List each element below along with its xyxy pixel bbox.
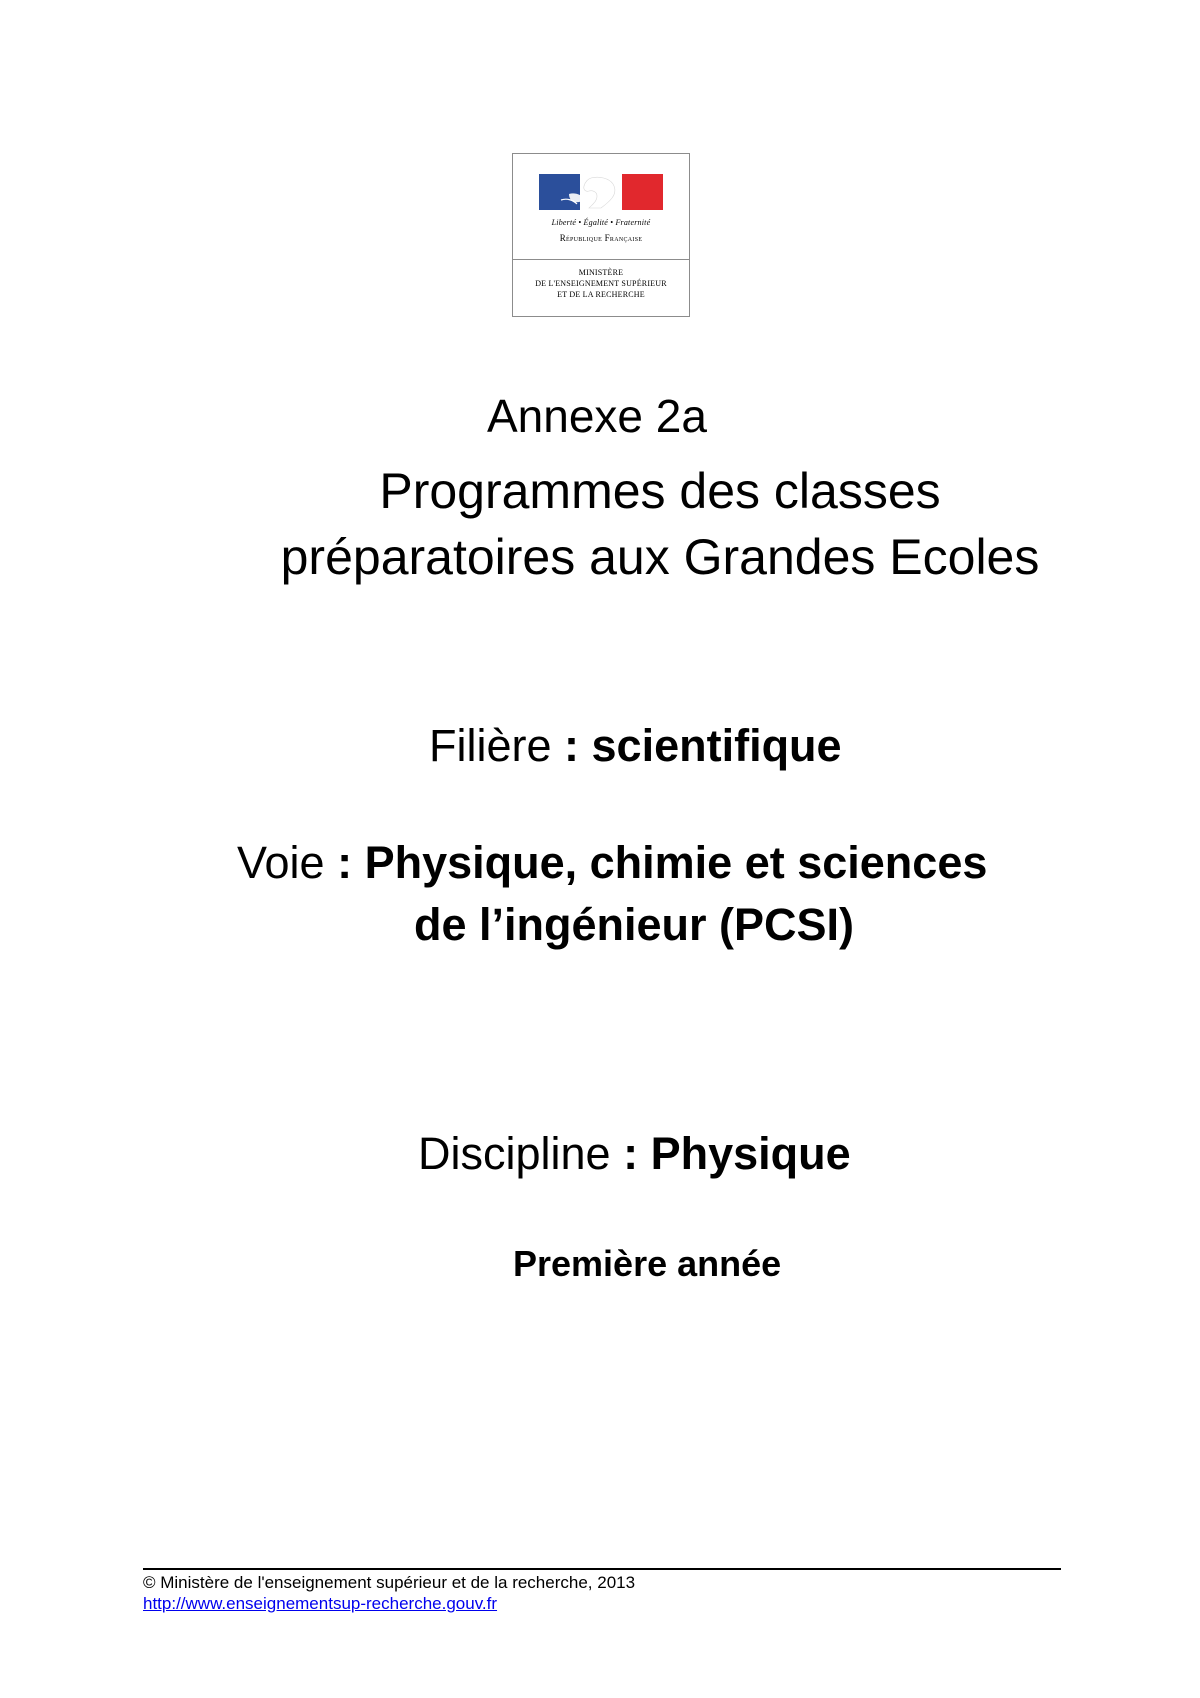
year-heading: Première année — [513, 1243, 782, 1284]
discipline-value: : Physique — [623, 1128, 851, 1179]
voie-value-continued: de l’ingénieur (PCSI) — [414, 899, 855, 950]
voie-value: : Physique, chimie et sciences — [337, 837, 988, 888]
logo-republic-name: République Française — [559, 233, 643, 243]
voie-label: Voie — [237, 837, 338, 888]
logo-ministry-line: DE L'ENSEIGNEMENT SUPÉRIEUR — [535, 279, 667, 288]
ministry-logo — [512, 153, 690, 317]
footer-rule — [143, 1568, 1061, 1570]
voie-line — [237, 835, 987, 891]
annex-title: Annexe 2a — [487, 390, 707, 442]
filiere-line — [429, 718, 842, 774]
footer-website-link[interactable]: http://www.enseignementsup-recherche.gouv.fr — [143, 1594, 498, 1613]
filiere-value: : scientifique — [564, 720, 842, 771]
programme-title-line: préparatoires aux Grandes Ecoles — [280, 529, 1040, 585]
logo-ministry-line: ET DE LA RECHERCHE — [557, 290, 645, 299]
programme-title — [180, 458, 1140, 590]
logo-divider — [513, 259, 689, 260]
discipline-line — [418, 1126, 851, 1182]
programme-title-line: Programmes des classes — [379, 463, 941, 519]
marianne-flag-icon — [539, 174, 663, 210]
logo-ministry-name — [513, 267, 689, 300]
logo-motto: Liberté • Égalité • Fraternité — [551, 218, 651, 227]
discipline-label: Discipline — [418, 1128, 624, 1179]
logo-ministry-line: MINISTÈRE — [578, 268, 624, 277]
footer-copyright: © Ministère de l'enseignement supérieur et de la recherche, 2013 — [143, 1573, 636, 1592]
filiere-label: Filière — [429, 720, 565, 771]
